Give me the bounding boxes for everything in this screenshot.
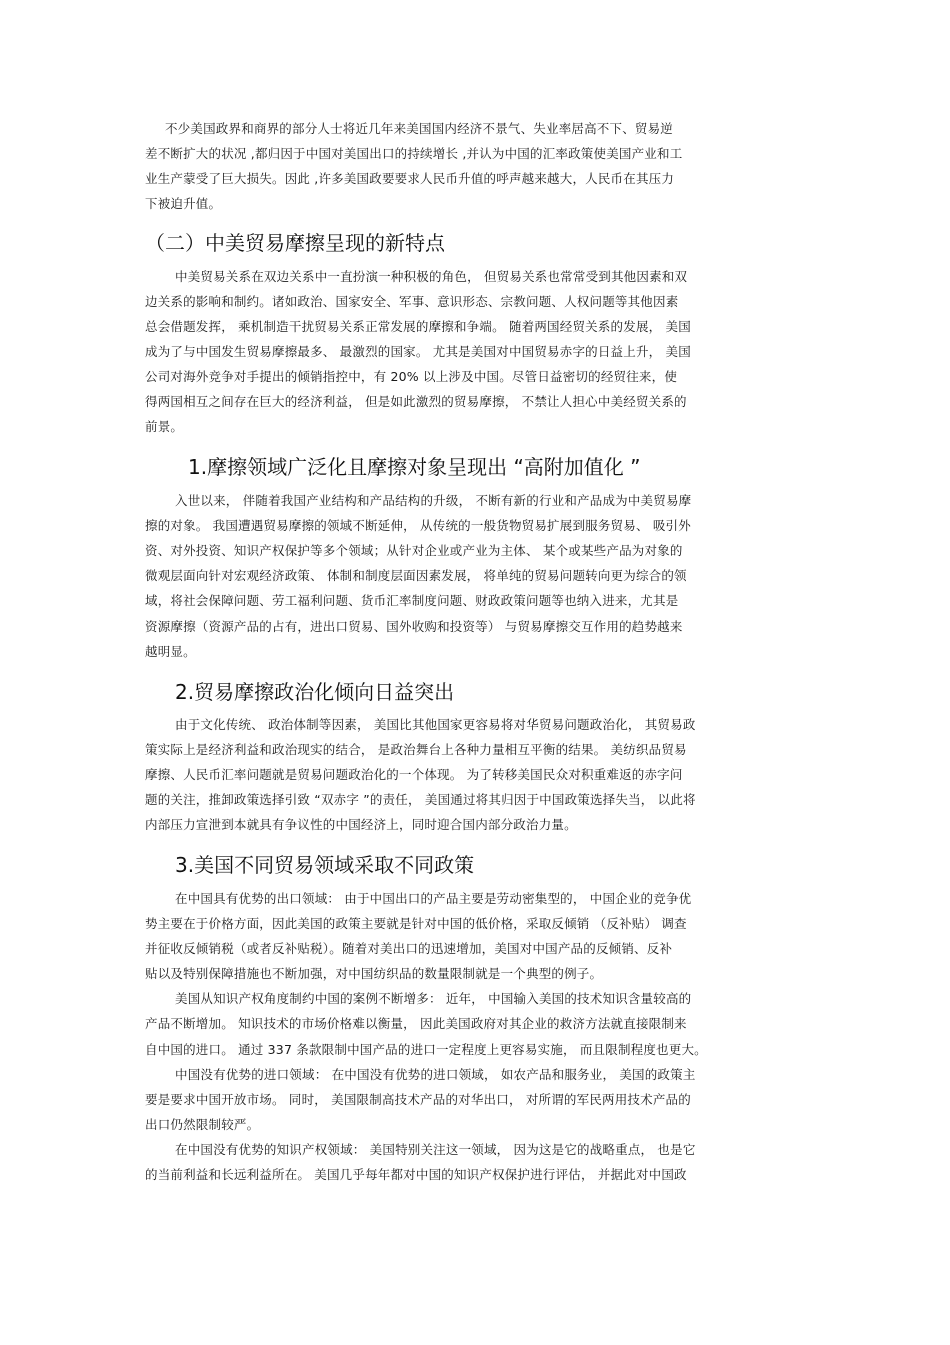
text-line: 由于文化传统、 政治体制等因素， 美国比其他国家更容易将对华贸易问题政治化， 其贸易政	[175, 717, 696, 732]
text-line: 越明显。	[145, 644, 196, 659]
text-line: 业生产蒙受了巨大损失。因此 ,许多美国政要要求人民币升值的呼声越来越大，人民币在其压力	[145, 171, 675, 186]
text-line: 资、对外投资、知识产权保护等多个领域；从针对企业或产业为主体、 某个或某些产品为对象的	[145, 543, 683, 558]
text-line: 擦的对象。 我国遭遇贸易摩擦的领域不断延伸， 从传统的一般货物贸易扩展到服务贸易、 吸引外	[145, 518, 691, 533]
text-line: 入世以来， 伴随着我国产业结构和产品结构的升级， 不断有新的行业和产品成为中美贸易摩	[175, 493, 692, 508]
text-line: 不少美国政界和商界的部分人士将近几年来美国国内经济不景气、失业率居高不下、贸易逆	[165, 121, 674, 136]
text-line: 成为了与中国发生贸易摩擦最多、 最激烈的国家。 尤其是美国对中国贸易赤字的日益上升， 美国	[145, 344, 691, 359]
text-line: 中美贸易关系在双边关系中一直扮演一种积极的角色， 但贸易关系也常常受到其他因素和双	[175, 269, 688, 284]
text-line: 总会借题发挥， 乘机制造干扰贸易关系正常发展的摩擦和争端。 随着两国经贸关系的发展， 美国	[145, 319, 691, 334]
text-line: 要是要求中国开放市场。 同时， 美国限制高技术产品的对华出口， 对所谓的军民两用技术产品的	[145, 1092, 691, 1107]
text-line: 在中国没有优势的知识产权领域： 美国特别关注这一领域， 因为这是它的战略重点， 也是它	[175, 1142, 696, 1157]
text-line: 出口仍然限制较严。	[145, 1117, 260, 1132]
text-line: 差不断扩大的状况 ,都归因于中国对美国出口的持续增长 ,并认为中国的汇率政策使美国产业和工	[145, 146, 683, 161]
text-line: 得两国相互之间存在巨大的经济利益， 但是如此激烈的贸易摩擦， 不禁让人担心中美经贸关系的	[145, 394, 687, 409]
text-line: 的当前利益和长远利益所在。 美国几乎每年都对中国的知识产权保护进行评估， 并据此对中国政	[145, 1167, 687, 1182]
text-line: 微观层面向针对宏观经济政策、 体制和制度层面因素发展， 将单纯的贸易问题转向更为综合的领	[145, 568, 687, 583]
text-line: 在中国具有优势的出口领域： 由于中国出口的产品主要是劳动密集型的， 中国企业的竞争优	[175, 891, 692, 906]
text-line: 域，将社会保障问题、劳工福利问题、货币汇率制度问题、财政政策问题等也纳入进来，尤其是	[145, 593, 679, 608]
text-line: 美国从知识产权角度制约中国的案例不断增多： 近年， 中国输入美国的技术知识含量较高的	[175, 991, 692, 1006]
text-line: 题的关注，推卸政策选择引致 “双赤字 ”的责任， 美国通过将其归因于中国政策选择失当， 以此将	[145, 792, 696, 807]
text-line: 资源摩擦（资源产品的占有，进出口贸易、国外收购和投资等） 与贸易摩擦交互作用的趋势越来	[145, 619, 683, 634]
text-line: 自中国的进口。 通过 337 条款限制中国产品的进口一定程度上更容易实施， 而且限制程度也更大。	[145, 1042, 707, 1057]
subheading-politicization: 2.贸易摩擦政治化倾向日益突出	[175, 680, 455, 704]
text-line: 下被迫升值。	[145, 196, 222, 211]
text-line: 势主要在于价格方面，因此美国的政策主要就是针对中国的低价格，采取反倾销 （反补贴） 调查	[145, 916, 687, 931]
text-line: 并征收反倾销税（或者反补贴税）。随着对美出口的迅速增加，美国对中国产品的反倾销、反补	[145, 941, 673, 956]
text-line: 中国没有优势的进口领域： 在中国没有优势的进口领域， 如农产品和服务业， 美国的政策主	[175, 1067, 696, 1082]
text-line: 前景。	[145, 419, 184, 434]
text-line: 公司对海外竞争对手提出的倾销指控中，有 20% 以上涉及中国。尽管日益密切的经贸往来，使	[145, 369, 678, 384]
subheading-friction-scope: 1.摩擦领域广泛化且摩擦对象呈现出 “高附加值化 ”	[188, 455, 641, 479]
text-line: 策实际上是经济利益和政治现实的结合， 是政治舞台上各种力量相互平衡的结果。 美纺织品贸易	[145, 742, 687, 757]
text-line: 产品不断增加。 知识技术的市场价格难以衡量， 因此美国政府对其企业的救济方法就直接限制来	[145, 1016, 687, 1031]
text-line: 内部压力宣泄到本就具有争议性的中国经济上，同时迎合国内部分政治力量。	[145, 817, 577, 832]
text-line: 贴以及特别保障措施也不断加强，对中国纺织品的数量限制就是一个典型的例子。	[145, 966, 603, 981]
section-heading-new-features: （二）中美贸易摩擦呈现的新特点	[145, 231, 445, 255]
subheading-different-policies: 3.美国不同贸易领域采取不同政策	[175, 853, 475, 877]
text-line: 边关系的影响和制约。诸如政治、国家安全、军事、意识形态、宗教问题、人权问题等其他因素	[145, 294, 679, 309]
text-line: 摩擦、人民币汇率问题就是贸易问题政治化的一个体现。 为了转移美国民众对积重难返的赤字问	[145, 767, 683, 782]
